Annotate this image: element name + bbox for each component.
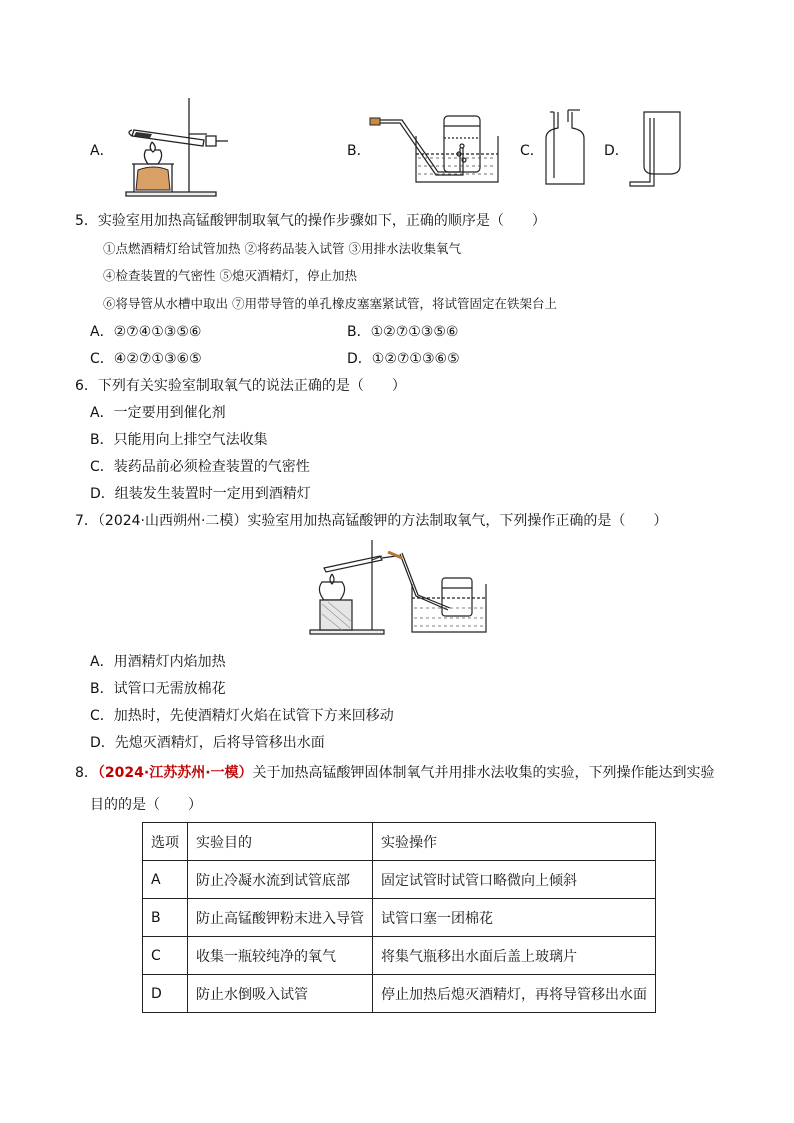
q6-option-c[interactable]: C．装药品前必须检查装置的气密性 — [90, 459, 310, 475]
header-option: 选项 — [143, 823, 188, 861]
table-row[interactable] — [143, 899, 656, 937]
row-purpose: 防止高锰酸钾粉末进入导管 — [188, 899, 373, 937]
water-displacement-diagram — [368, 108, 504, 188]
row-option: B — [143, 899, 188, 937]
q8-stem-rest: 关于加热高锰酸钾固体制氧气并用排水法收集的实验，下列操作能达到实验 — [252, 765, 715, 781]
q8-source: （2024·江苏苏州·一模） — [97, 765, 253, 781]
table-row[interactable] — [143, 975, 656, 1013]
option-c-label: C． — [520, 143, 544, 159]
option-b-label: B． — [347, 143, 371, 159]
row-purpose: 防止冷凝水流到试管底部 — [188, 861, 373, 899]
q8-stem-line2: 目的的是（ ） — [90, 797, 202, 813]
row-purpose: 防止水倒吸入试管 — [188, 975, 373, 1013]
q7-option-c[interactable]: C．加热时，先使酒精灯火焰在试管下方来回移动 — [90, 708, 394, 724]
q6-stem: 6．下列有关实验室制取氧气的说法正确的是（ ） — [75, 378, 406, 394]
row-option: D — [143, 975, 188, 1013]
row-purpose: 收集一瓶较纯净的氧气 — [188, 937, 373, 975]
q7-stem: 7．（2024·山西朔州·二模）实验室用加热高锰酸钾的方法制取氧气，下列操作正确的是（ ） — [75, 513, 668, 529]
q5-steps-line3: ⑥将导管从水槽中取出 ⑦用带导管的单孔橡皮塞塞紧试管，将试管固定在铁架台上 — [103, 296, 557, 311]
q8-options-table — [142, 822, 656, 1013]
q8-stem — [75, 764, 715, 782]
row-option: A — [143, 861, 188, 899]
q5-steps-line2: ④检查装置的气密性 ⑤熄灭酒精灯，停止加热 — [103, 268, 357, 283]
row-option: C — [143, 937, 188, 975]
row-operation: 试管口塞一团棉花 — [373, 899, 656, 937]
header-purpose: 实验目的 — [188, 823, 373, 861]
table-header-row — [143, 823, 656, 861]
q7-option-a[interactable]: A．用酒精灯内焰加热 — [90, 654, 226, 670]
gas-bottle-inverted-diagram — [626, 108, 686, 188]
q7-apparatus-diagram — [308, 538, 488, 638]
table-row[interactable] — [143, 937, 656, 975]
q5-steps-line1: ①点燃酒精灯给试管加热 ②将药品装入试管 ③用排水法收集氧气 — [103, 241, 461, 256]
q5-option-a[interactable]: A．②⑦④①③⑤⑥ — [90, 324, 202, 340]
q6-option-d[interactable]: D．组装发生装置时一定用到酒精灯 — [90, 486, 311, 502]
heating-apparatus-diagram — [112, 94, 232, 200]
header-operation: 实验操作 — [373, 823, 656, 861]
q7-option-d[interactable]: D．先熄灭酒精灯，后将导管移出水面 — [90, 735, 325, 751]
row-operation: 固定试管时试管口略微向上倾斜 — [373, 861, 656, 899]
q5-option-b[interactable]: B．①②⑦①③⑤⑥ — [347, 324, 459, 340]
q5-stem: 5．实验室用加热高锰酸钾制取氧气的操作步骤如下，正确的顺序是（ ） — [75, 213, 546, 229]
gas-bottle-upward-diagram — [540, 108, 590, 188]
q6-option-b[interactable]: B．只能用向上排空气法收集 — [90, 432, 268, 448]
q8-number: 8． — [75, 765, 98, 781]
q5-option-c[interactable]: C．④②⑦①③⑥⑤ — [90, 351, 202, 367]
q6-option-a[interactable]: A．一定要用到催化剂 — [90, 405, 226, 421]
q5-option-d[interactable]: D．①②⑦①③⑥⑤ — [347, 351, 460, 367]
q7-option-b[interactable]: B．试管口无需放棉花 — [90, 681, 226, 697]
option-a-label: A． — [90, 143, 114, 159]
table-row[interactable] — [143, 861, 656, 899]
row-operation: 将集气瓶移出水面后盖上玻璃片 — [373, 937, 656, 975]
row-operation: 停止加热后熄灭酒精灯，再将导管移出水面 — [373, 975, 656, 1013]
option-d-label: D． — [604, 143, 629, 159]
